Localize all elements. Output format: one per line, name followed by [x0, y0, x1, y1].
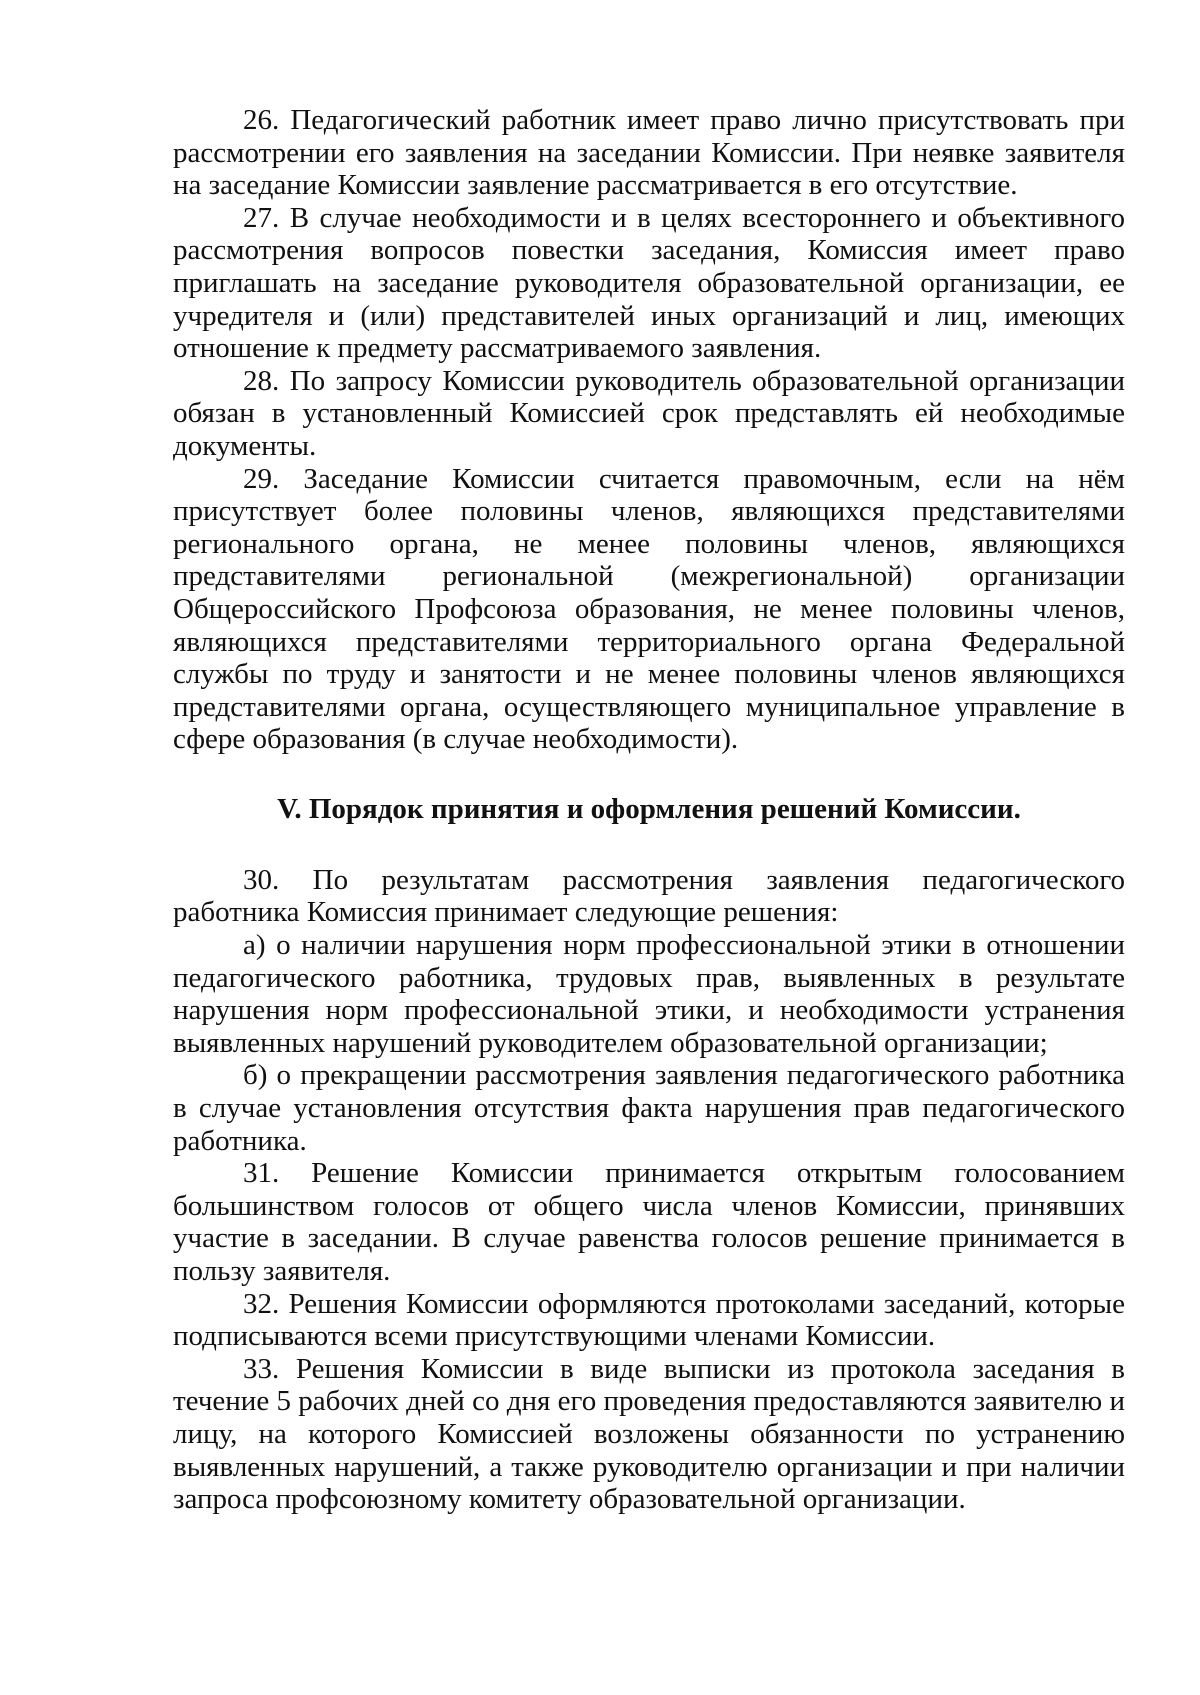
document-page: [173, 104, 1125, 1516]
section-heading: V. Порядок принятия и оформления решений Комиссии.: [277, 792, 1021, 825]
paragraph-30-b: б) о прекращении рассмотрения заявления педагогического работника в случае установления отсутствия факта нарушения прав педагогического работника.: [173, 1059, 1125, 1157]
paragraph-27: 27. В случае необходимости и в целях всестороннего и объективного рассмотрения вопросов повестки заседания, Комиссия имеет право приглашать на заседание руководителя образовательной организации, ее учредителя и (или) представителей иных организаций и лиц, имеющих отношение к предмету рассматриваемого заявления.: [173, 201, 1125, 365]
paragraph-32: 32. Решения Комиссии оформляются протоколами заседаний, которые подписываются всеми присутствующими членами Комиссии.: [173, 1287, 1125, 1353]
paragraph-30: 30. По результатам рассмотрения заявления педагогического работника Комиссия принимает следующие решения:: [173, 863, 1125, 929]
paragraph-30-a: а) о наличии нарушения норм профессиональной этики в отношении педагогического работника, трудовых прав, выявленных в результате нарушения норм профессиональной этики, и необходимости устранения выявленных нарушений руководителем образовательной организации;: [173, 929, 1125, 1059]
paragraph-31: 31. Решение Комиссии принимается открытым голосованием большинством голосов от общего числа членов Комиссии, принявших участие в заседании. В случае равенства голосов решение принимается в пользу заявителя.: [173, 1157, 1125, 1287]
paragraph-29: 29. Заседание Комиссии считается правомочным, если на нём присутствует более половины членов, являющихся представителями регионального органа, не менее половины членов, являющихся представителями региональной (межрегиональной) организации Общероссийского Профсоюза образования, не менее половины членов, являющихся представителями территориального органа Федеральной службы по труду и занятости и не менее половины членов являющихся представителями органа, осуществляющего муниципальное управление в сфере образования (в случае необходимости).: [173, 462, 1125, 756]
paragraph-26: 26. Педагогический работник имеет право лично присутствовать при рассмотрении его заявления на заседании Комиссии. При неявке заявителя на заседание Комиссии заявление рассматривается в его отсутствие.: [173, 104, 1125, 202]
paragraph-28: 28. По запросу Комиссии руководитель образовательной организации обязан в установленный Комиссией срок представлять ей необходимые документы.: [173, 364, 1125, 462]
paragraph-33: 33. Решения Комиссии в виде выписки из протокола заседания в течение 5 рабочих дней со дня его проведения предоставляются заявителю и лицу, на которого Комиссией возложены обязанности по устранению выявленных нарушений, а также руководителю организации и при наличии запроса профсоюзному комитету образовательной организации.: [173, 1352, 1125, 1516]
